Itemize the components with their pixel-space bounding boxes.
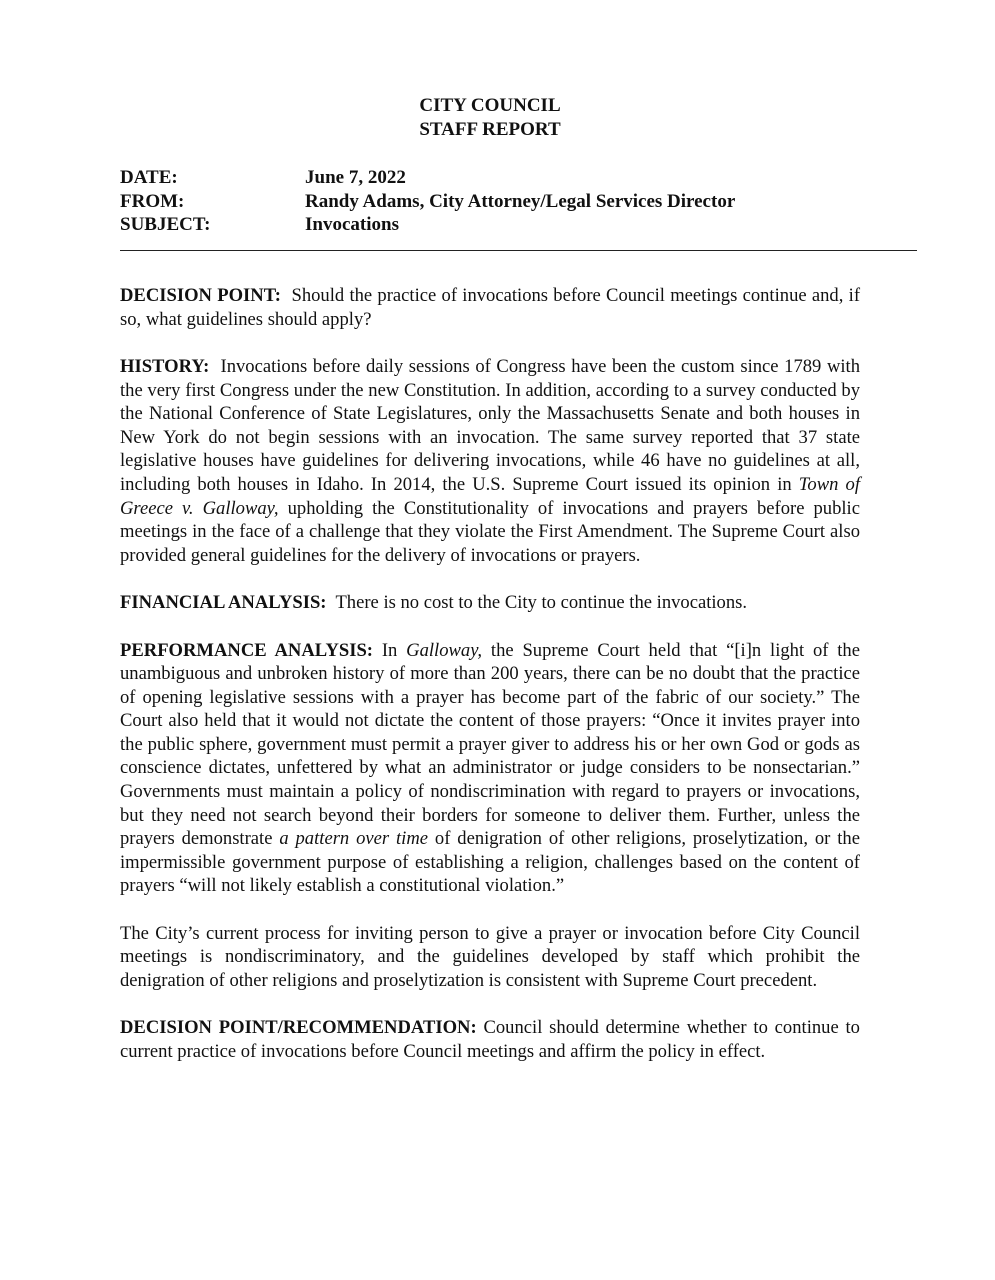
financial-paragraph (120, 591, 860, 615)
performance-emphasis: a pattern over time (279, 828, 429, 850)
meta-subject-row (120, 213, 880, 237)
history-text-a: Invocations before daily sessions of Congress have been the custom since 1789 with the very first Congress under the new Constitution. In addition, according to a survey conducted by the National Conference of State Legislatures, only the Massachusetts Senate and both houses in New York do not begin sessions with an invocation. The same survey reported that 37 state legislative houses have guidelines for delivering invocations, while 46 have no guidelines at all, including both houses in Idaho. In 2014, the U.S. Supreme Court issued its opinion in (120, 355, 861, 495)
header-divider (120, 250, 917, 251)
history-case-name: Town of Greece v. Galloway, (120, 473, 860, 519)
meta-from-row (120, 190, 880, 214)
from-value: Randy Adams, City Attorney/Legal Services Director (305, 190, 736, 212)
history-paragraph (120, 355, 860, 567)
recommendation-text: Council should determine whether to continue to current practice of invocations before Council meetings and affirm the policy in effect. (120, 1017, 860, 1063)
report-title (0, 94, 980, 141)
recommendation-paragraph (120, 1016, 860, 1063)
title-staff-report: STAFF REPORT (419, 118, 561, 140)
performance-paragraph (120, 639, 860, 899)
report-meta (120, 166, 880, 237)
recommendation-label: DECISION POINT/RECOMMENDATION: (120, 1017, 477, 1039)
performance-label: PERFORMANCE ANALYSIS: (120, 639, 373, 661)
subject-value: Invocations (305, 214, 399, 235)
financial-text: There is no cost to the City to continue the invocations. (335, 592, 748, 614)
meta-date-row (120, 166, 880, 190)
decision-point-text: Should the practice of invocations before Council meetings continue and, if so, what guidelines should apply? (120, 285, 861, 330)
subject-label: SUBJECT: (120, 214, 211, 235)
title-city-council: CITY COUNCIL (419, 95, 561, 116)
performance-text-c: of denigration of other religions, proselytization, or the impermissible government purpose of establishing a religion, challenges based on the content of prayers “will not likely establish a constitutional violation.” (120, 828, 860, 897)
decision-point-label: DECISION POINT: (120, 285, 281, 306)
process-paragraph (120, 922, 860, 993)
decision-point-paragraph (120, 284, 860, 331)
financial-label: FINANCIAL ANALYSIS: (120, 592, 327, 614)
history-text-b: upholding the Constitutionality of invocations and prayers before public meetings in the face of a challenge that they violate the First Amendment. The Supreme Court also provided general guidelines for the delivery of invocations or prayers. (120, 497, 860, 566)
history-label: HISTORY: (120, 355, 210, 377)
performance-text-b: the Supreme Court held that “[i]n light of the unambiguous and unbroken history of more than 200 years, there can be no doubt that the practice of opening legislative sessions with a prayer has become part of the fabric of our society.” The Court also held that it would not dictate the content of those prayers: “Once it invites prayer into the public sphere, government must permit a prayer giver to address his or her own God or gods as conscience dictates, unfettered by what an administrator or judge considers to be nonsectarian.” Governments must maintain a policy of nondiscrimination with regard to prayers or invocations, but they need not search beyond their borders for someone to deliver them. Further, unless the prayers demonstrate (120, 639, 860, 850)
date-value: June 7, 2022 (305, 167, 406, 188)
report-body (120, 284, 860, 1087)
from-label: FROM: (120, 190, 185, 212)
date-label: DATE: (120, 167, 178, 188)
performance-text-a: In (381, 639, 398, 661)
process-text: The City’s current process for inviting person to give a prayer or invocation before City Council meetings is nondiscriminatory, and the guidelines developed by staff which prohibit the denigration of other religions and proselytization is consistent with Supreme Court precedent. (120, 922, 860, 992)
performance-case-name: Galloway, (406, 639, 483, 661)
